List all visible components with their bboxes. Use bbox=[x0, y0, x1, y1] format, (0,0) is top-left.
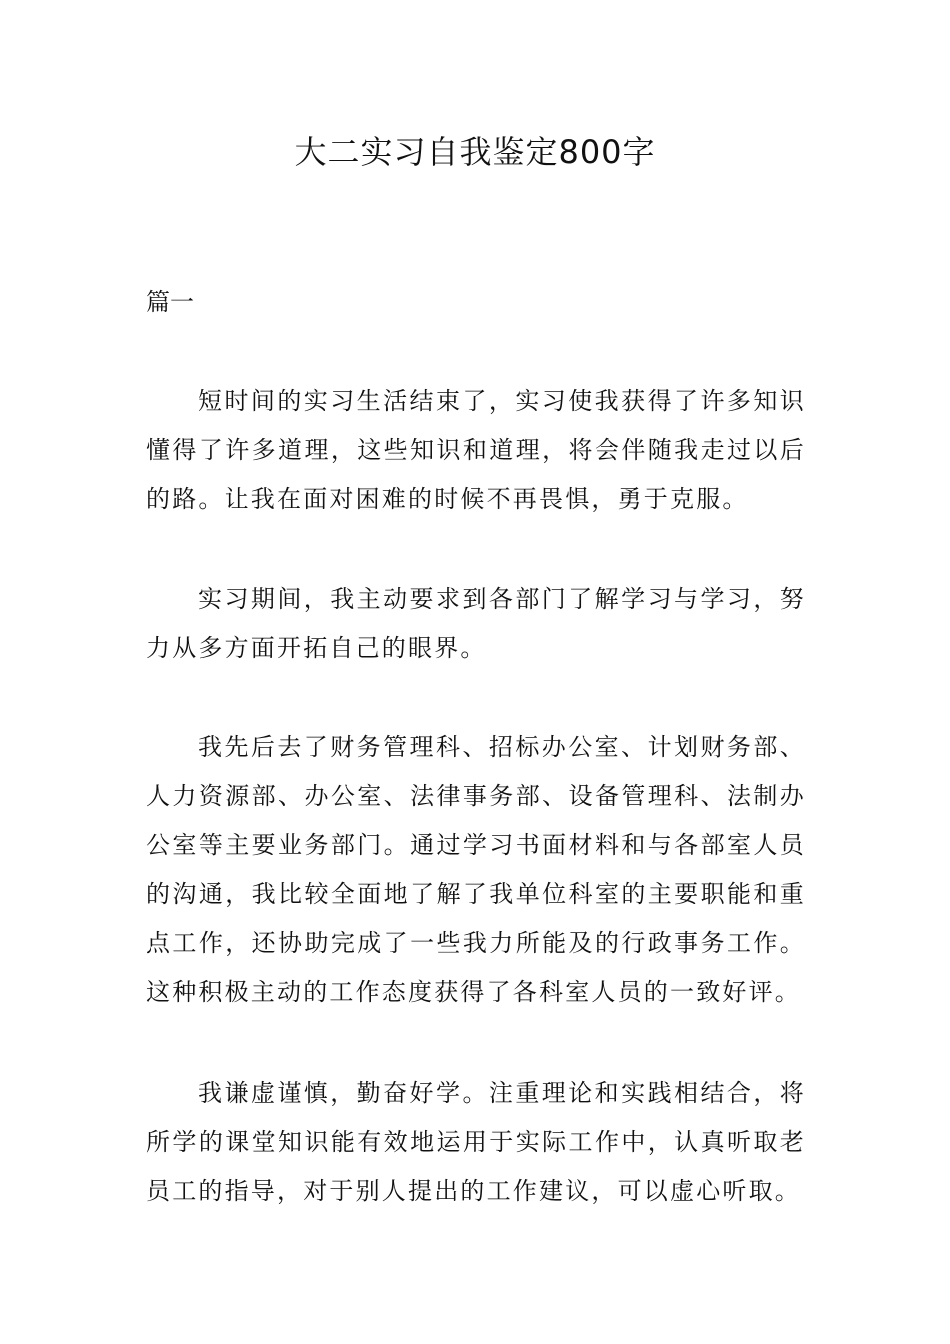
paragraph-2: 实习期间，我主动要求到各部门了解学习与学习，努力从多方面开拓自己的眼界。 bbox=[146, 585, 806, 662]
paragraph-1: 短时间的实习生活结束了，实习使我获得了许多知识懂得了许多道理，这些知识和道理，将会伴随我走过以后的路。让我在面对困难的时候不再畏惧，勇于克服。 bbox=[146, 387, 806, 513]
document-title: 大二实习自我鉴定800字 bbox=[294, 133, 656, 171]
paragraph-4: 我谦虚谨慎，勤奋好学。注重理论和实践相结合，将所学的课堂知识能有效地运用于实际工作中，认真听取老员工的指导，对于别人提出的工作建议，可以虚心听取。 bbox=[146, 1079, 806, 1205]
section-label: 篇一 bbox=[146, 288, 194, 316]
paragraph-3: 我先后去了财务管理科、招标办公室、计划财务部、人力资源部、办公室、法律事务部、设备管理科、法制办公室等主要业务部门。通过学习书面材料和与各部室人员的沟通，我比较全面地了解了我单位科室的主要职能和重点工作，还协助完成了一些我力所能及的行政事务工作。这种积极主动的工作态度获得了各科室人员的一致好评。 bbox=[146, 733, 806, 1006]
